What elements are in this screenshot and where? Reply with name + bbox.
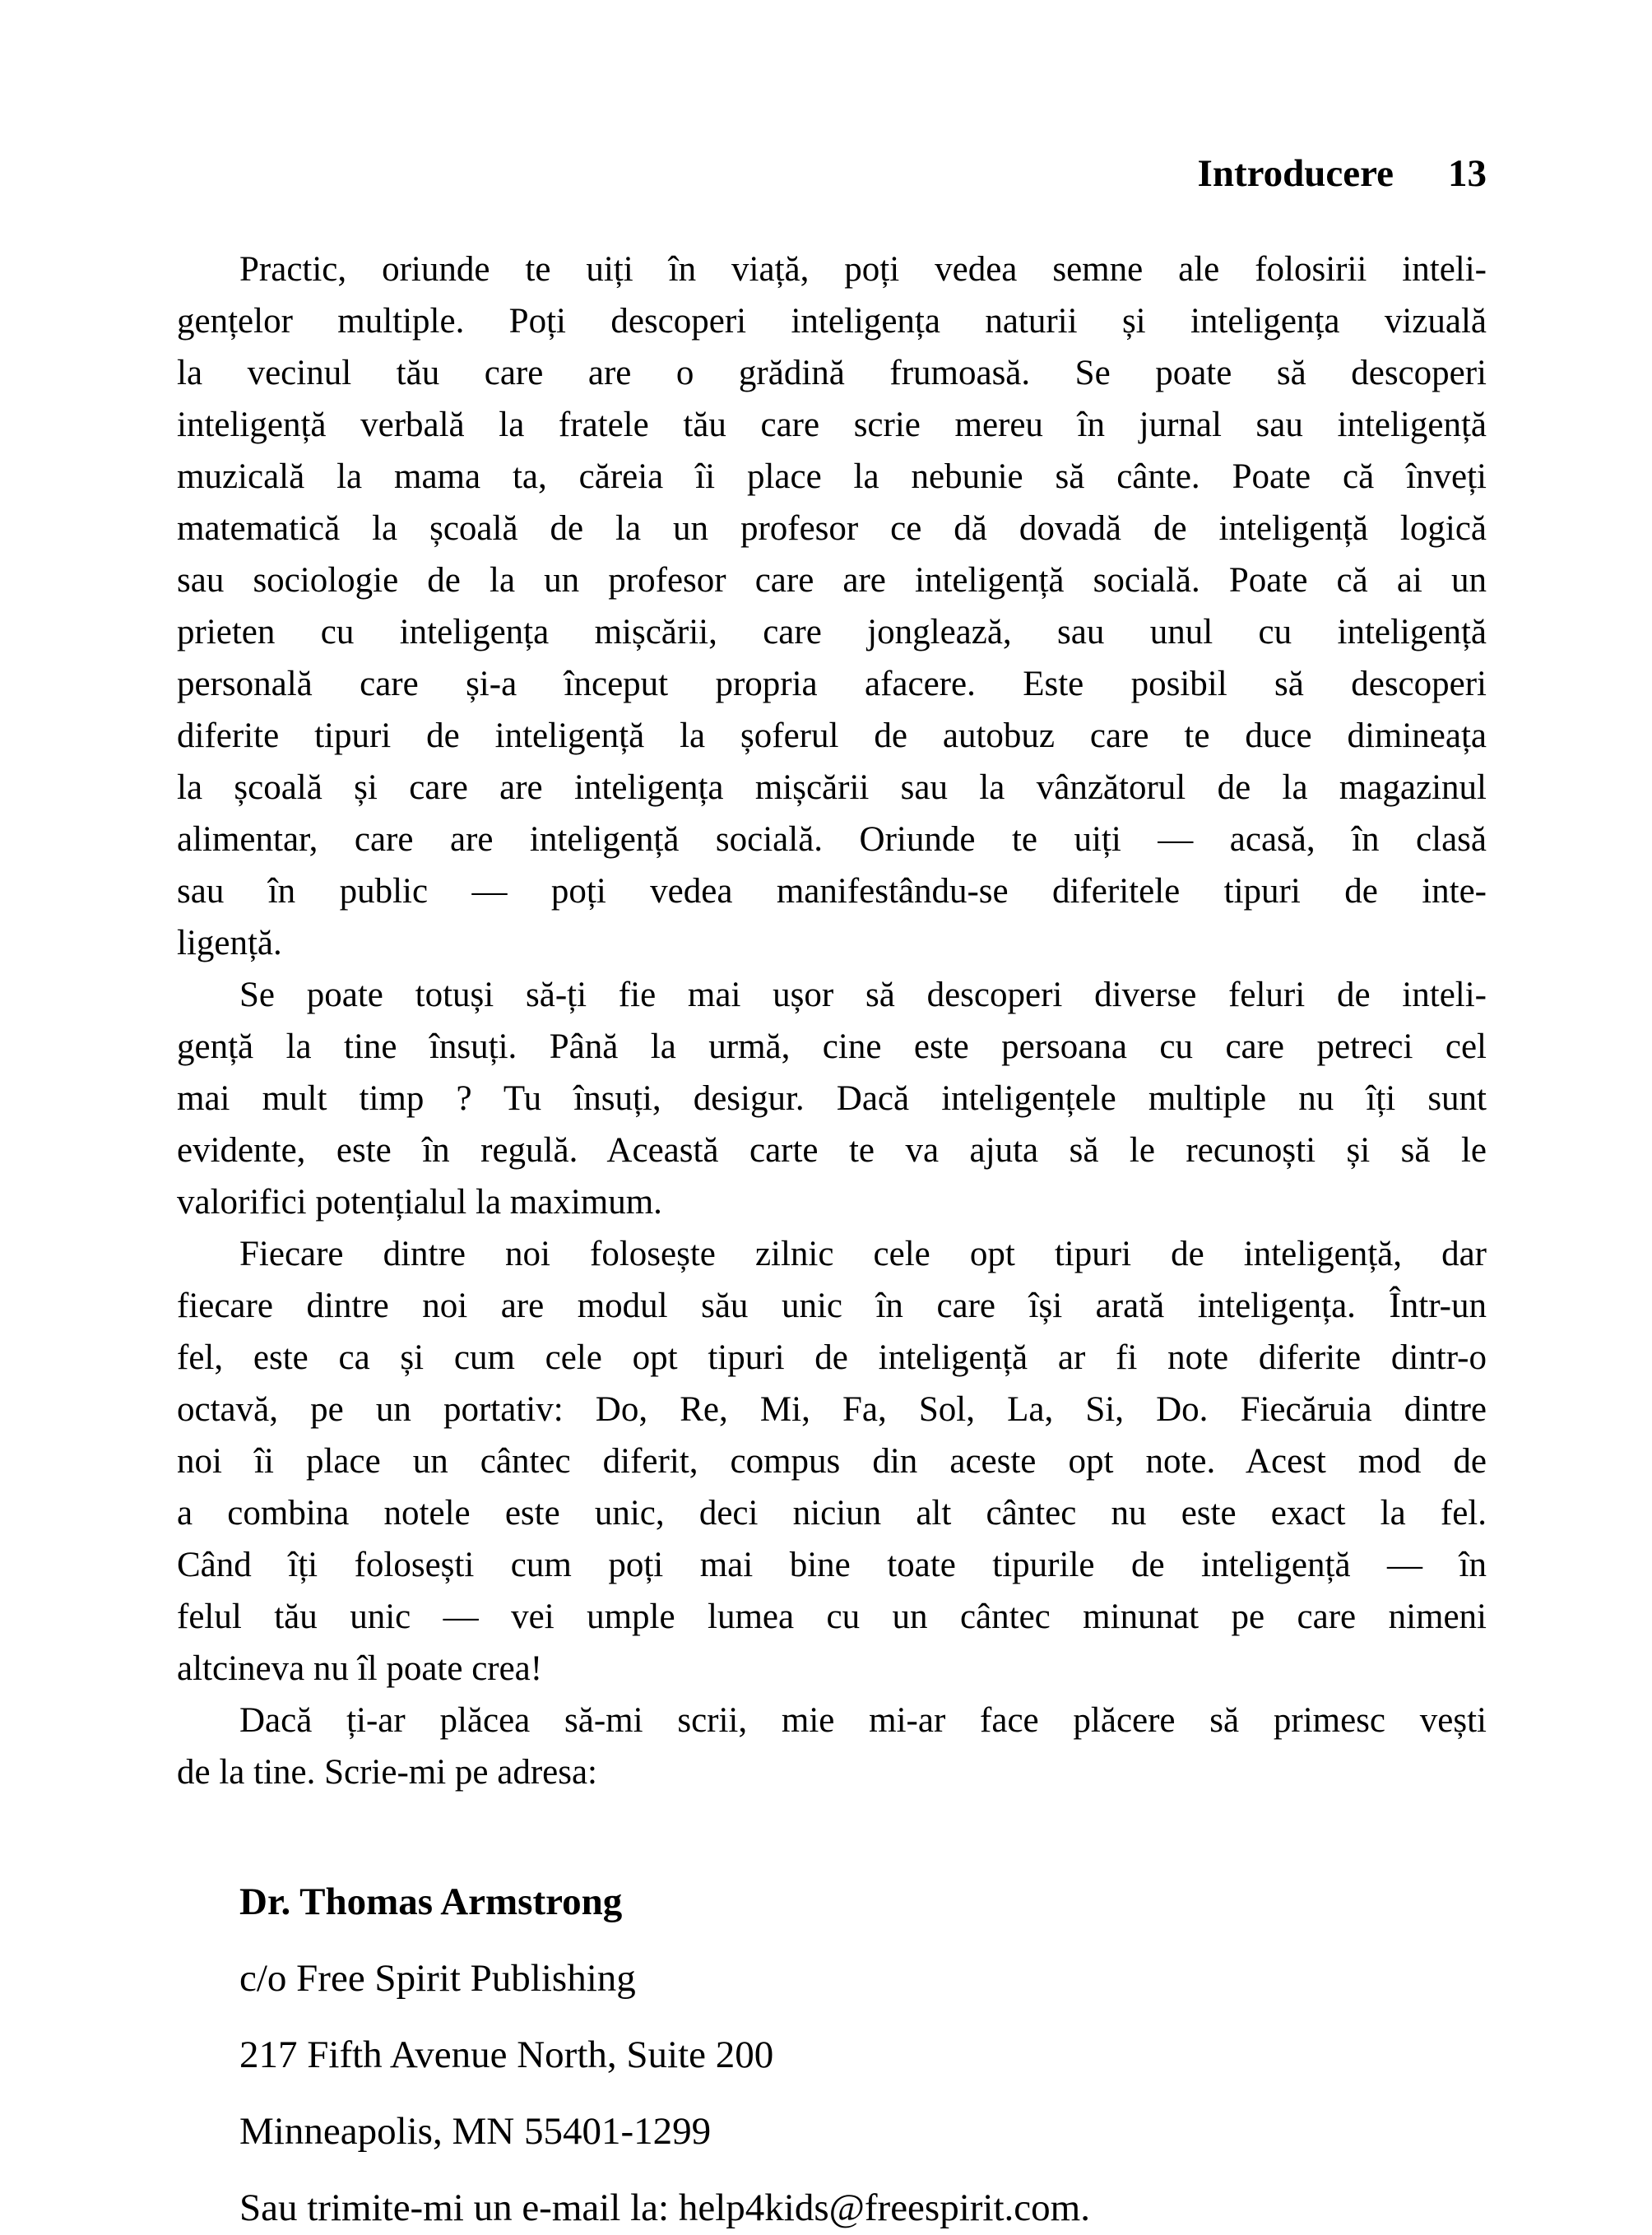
- body-text-line: Dacă ți-ar plăcea să-mi scrii, mie mi-ar face plăcere să primesc vești: [239, 1701, 1487, 1740]
- body-text-line: Practic, oriunde te uiți în viață, poți vedea semne ale folosirii inteli-: [239, 250, 1487, 289]
- body-text-line: fel, este ca și cum cele opt tipuri de inteligență ar fi note diferite dintr-o: [177, 1338, 1487, 1377]
- body-text-line: Se poate totuși să-ți fie mai ușor să descoperi diverse feluri de inteli-: [239, 976, 1487, 1014]
- body-text-line: gență la tine însuți. Până la urmă, cine este persoana cu care petreci cel: [177, 1027, 1487, 1066]
- page-number: 13: [1448, 152, 1487, 195]
- address-line: Sau trimite-mi un e-mail la: help4kids@freespirit.com.: [239, 2186, 1090, 2229]
- body-text-line: valorifici potențialul la maximum.: [177, 1183, 662, 1222]
- body-text-line: prieten cu inteligența mișcării, care jonglează, sau unul cu inteligență: [177, 613, 1487, 651]
- body-text-line: mai mult timp ? Tu însuți, desigur. Dacă inteligențele multiple nu îți sunt: [177, 1079, 1487, 1118]
- address-block: [239, 1864, 1487, 2235]
- body-text-line: felul tău unic — vei umple lumea cu un cântec minunat pe care nimeni: [177, 1597, 1487, 1636]
- address-name-line: Dr. Thomas Armstrong: [239, 1880, 623, 1923]
- body-text-line: evidente, este în regulă. Această carte te va ajuta să le recunoști și să le: [177, 1131, 1487, 1170]
- body-text-line: la vecinul tău care are o grădină frumoasă. Se poate să descoperi: [177, 354, 1487, 392]
- body-text-line: sau sociologie de la un profesor care are inteligență socială. Poate că ai un: [177, 561, 1487, 600]
- body-text-line: Când îți folosești cum poți mai bine toate tipurile de inteligență — în: [177, 1546, 1487, 1584]
- body-text-line: matematică la școală de la un profesor ce dă dovadă de inteligență logică: [177, 509, 1487, 548]
- body-text-line: alimentar, care are inteligență socială. Oriunde te uiți — acasă, în clasă: [177, 820, 1487, 859]
- body-text-line: Fiecare dintre noi folosește zilnic cele opt tipuri de inteligență, dar: [239, 1235, 1487, 1273]
- body-text-line: sau în public — poți vedea manifestându-se diferitele tipuri de inte-: [177, 872, 1487, 911]
- body-text-line: diferite tipuri de inteligență la șoferul de autobuz care te duce dimineața: [177, 716, 1487, 755]
- body-text: [177, 243, 1487, 1798]
- body-text-line: ligență.: [177, 924, 282, 962]
- address-line: Minneapolis, MN 55401-1299: [239, 2110, 712, 2153]
- body-text-line: noi îi place un cântec diferit, compus din aceste opt note. Acest mod de: [177, 1442, 1487, 1481]
- body-text-line: muzicală la mama ta, căreia îi place la nebunie să cânte. Poate că înveți: [177, 457, 1487, 496]
- address-line: 217 Fifth Avenue North, Suite 200: [239, 2033, 774, 2076]
- body-text-line: a combina notele este unic, deci niciun alt cântec nu este exact la fel.: [177, 1494, 1487, 1533]
- address-line: c/o Free Spirit Publishing: [239, 1957, 636, 2000]
- chapter-title: Introducere: [1197, 152, 1394, 195]
- body-text-line: la școală și care are inteligența mișcării sau la vânzătorul de la magazinul: [177, 768, 1487, 807]
- body-text-line: de la tine. Scrie-mi pe adresa:: [177, 1753, 598, 1792]
- body-text-line: octavă, pe un portativ: Do, Re, Mi, Fa, Sol, La, Si, Do. Fiecăruia dintre: [177, 1390, 1487, 1429]
- body-text-line: personală care și-a început propria afacere. Este posibil să descoperi: [177, 665, 1487, 703]
- body-text-line: inteligență verbală la fratele tău care scrie mereu în jurnal sau inteligență: [177, 406, 1487, 444]
- body-text-line: fiecare dintre noi are modul său unic în care își arată inteligența. Într-un: [177, 1287, 1487, 1325]
- body-text-line: gențelor multiple. Poți descoperi inteligența naturii și inteligența vizuală: [177, 302, 1487, 341]
- running-header: [177, 153, 1487, 196]
- body-text-line: altcineva nu îl poate crea!: [177, 1649, 543, 1688]
